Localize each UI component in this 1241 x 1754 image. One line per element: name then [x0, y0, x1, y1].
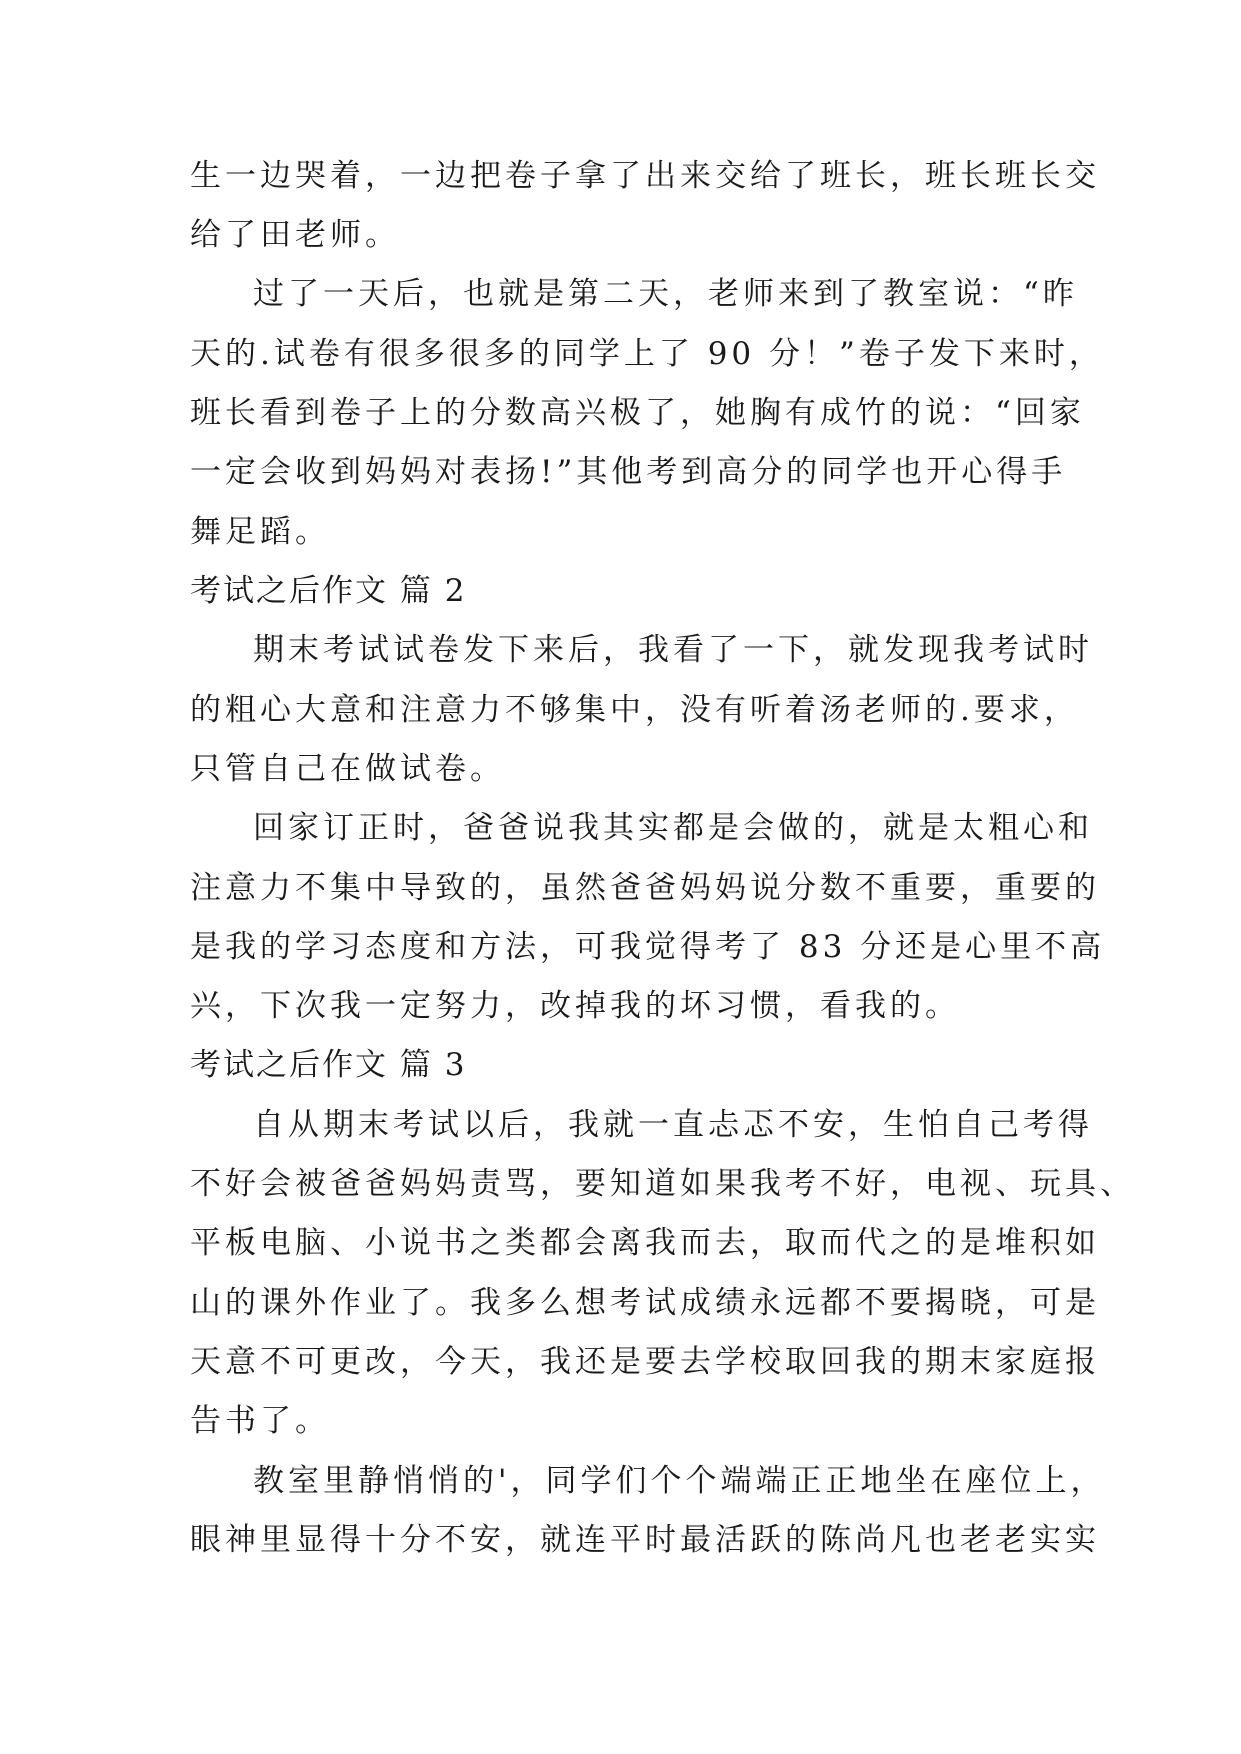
paragraph-1-line-1: 生一边哭着，一边把卷子拿了出来交给了班长，班长班长交	[190, 158, 1100, 194]
paragraph-2-line-4: 一定会收到妈妈对表扬!”其他考到高分的同学也开心得手	[190, 454, 1067, 490]
paragraph-5-line-5: 天意不可更改，今天，我还是要去学校取回我的期末家庭报	[190, 1344, 1100, 1380]
paragraph-4-line-3: 是我的学习态度和方法，可我觉得考了 83 分还是心里不高	[190, 929, 1106, 965]
paragraph-4-line-1: 回家订正时，爸爸说我其实都是会做的，就是太粗心和	[253, 810, 1093, 846]
paragraph-5-line-3: 平板电脑、小说书之类都会离我而去，取而代之的是堆积如	[190, 1225, 1100, 1261]
paragraph-2-line-2: 天的.试卷有很多很多的同学上了 90 分！”卷子发下来时，	[190, 336, 1104, 372]
paragraph-5-line-2: 不好会被爸爸妈妈责骂，要知道如果我考不好，电视、玩具、	[190, 1166, 1135, 1202]
paragraph-5-line-1: 自从期末考试以后，我就一直忐忑不安，生怕自己考得	[253, 1107, 1093, 1143]
paragraph-3-line-3: 只管自己在做试卷。	[190, 751, 505, 787]
section-heading-3: 考试之后作文 篇 3	[190, 1047, 467, 1083]
paragraph-4-line-2: 注意力不集中导致的，虽然爸爸妈妈说分数不重要，重要的	[190, 870, 1100, 906]
paragraph-2-line-1: 过了一天后，也就是第二天，老师来到了教室说：“昨	[253, 276, 1078, 312]
paragraph-5-line-4: 山的课外作业了。我多么想考试成绩永远都不要揭晓，可是	[190, 1285, 1100, 1321]
paragraph-2-line-5: 舞足蹈。	[190, 514, 330, 550]
paragraph-5-line-6: 告书了。	[190, 1403, 330, 1439]
section-heading-2: 考试之后作文 篇 2	[190, 573, 467, 609]
paragraph-6-line-1: 教室里静悄悄的'，同学们个个端端正正地坐在座位上，	[253, 1463, 1106, 1499]
paragraph-2-line-3: 班长看到卷子上的分数高兴极了，她胸有成竹的说：“回家	[190, 395, 1085, 431]
paragraph-3-line-1: 期末考试试卷发下来后，我看了一下，就发现我考试时	[253, 632, 1093, 668]
paragraph-4-line-4: 兴，下次我一定努力，改掉我的坏习惯，看我的。	[190, 988, 960, 1024]
paragraph-6-line-2: 眼神里显得十分不安，就连平时最活跃的陈尚凡也老老实实	[190, 1522, 1100, 1558]
paragraph-3-line-2: 的粗心大意和注意力不够集中，没有听着汤老师的.要求，	[190, 692, 1079, 728]
paragraph-1-line-2: 给了田老师。	[190, 217, 400, 253]
